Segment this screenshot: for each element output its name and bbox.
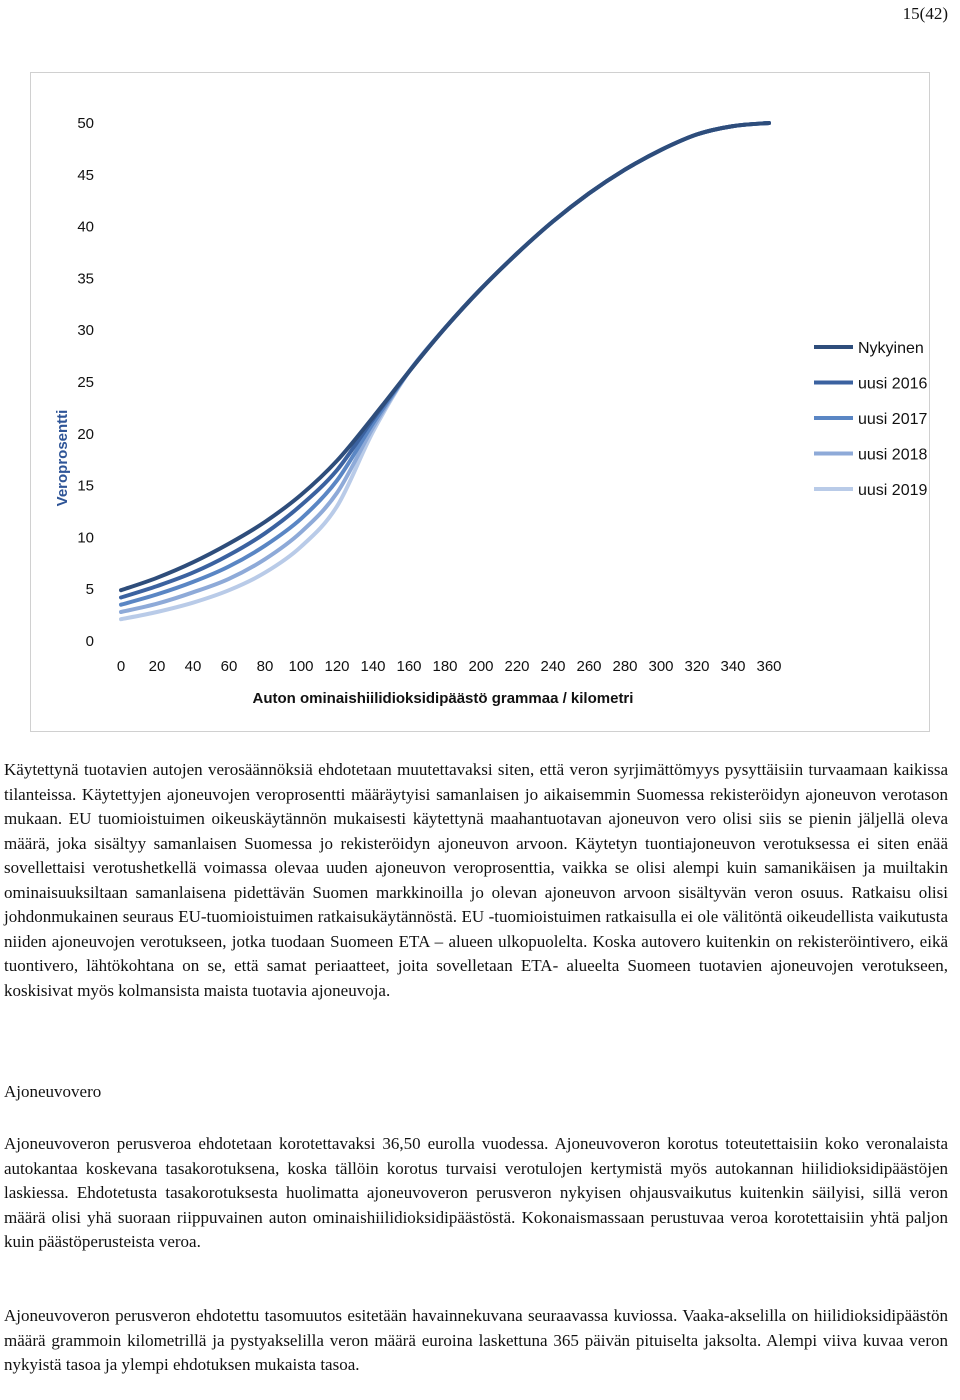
y-tick-labels	[77, 115, 94, 650]
paragraph-used-import-tax: Käytettynä tuotavien autojen verosäännöksiä ehdotetaan muutettavaksi siten, että veron syrjimättömyys pysyttäisiin turvaamaan kaikissa tilanteissa. Käytettyjen ajoneuvojen veroprosentti määräytyisi samanlaisen jo aikaisemmin Suomessa rekisteröidyn ajoneuvon verotason mukaan. EU tuomioistuimen oikeuskäytännön mukaisesti käytettynä maahantuotavan ajoneuvon vero olisi siis se pienin jäljellä oleva määrä, joka sisältyy samanlaisen Suomessa jo rekisteröidyn ajoneuvon arvoon. Käytetyn tuontiajoneuvon verotuksessa ei siten enää sovellettaisi verotushetkellä voimassa olevaa uuden ajoneuvon veroprosenttia, vaikka se olisi alempi kuin samanikäisen ja muiltakin ominaisuuksiltaan samanlaisena pidettävän Suomen markkinoilla jo olevan ajoneuvon arvoon sisältyvän veron osuus. Ratkaisu olisi johdonmukainen seuraus EU-tuomioistuimen ratkaisukäytännöstä. EU -tuomioistuimen ratkaisulla ei ole välitöntä oikeudellista vaikutusta niiden ajoneuvojen verotukseen, jotka tuodaan Suomeen ETA – alueen ulkopuolelta. Koska autovero kuitenkin on rekisteröintivero, eikä tuontivero, lähtökohtana on se, että samat periaatteet, joita sovelletaan ETA- alueelta Suomeen tuotavien ajoneuvojen verotukseen, koskisivat myös kolmansista maista tuotavia ajoneuvoja.	[4, 760, 948, 1000]
page-number: 15(42)	[902, 4, 948, 23]
y-tick-label: 35	[77, 270, 94, 288]
x-tick-label: 0	[116, 658, 126, 675]
series-line-4	[121, 123, 769, 619]
y-tick-label: 40	[77, 218, 94, 236]
x-tick-label: 240	[540, 658, 566, 675]
x-tick-label: 40	[184, 658, 202, 675]
x-tick-label: 100	[288, 658, 314, 675]
x-tick-label: 180	[432, 658, 458, 675]
series-line-2	[121, 123, 769, 605]
x-axis-label: Auton ominaishiilidioksidipäästö grammaa / kilometri	[252, 690, 634, 707]
paragraph-figure-description: Ajoneuvoveron perusveron ehdotettu tasomuutos esitetään havainnekuvana seuraavassa kuviossa. Vaaka-akselilla on hiilidioksidipäästön määrä grammoin kilometrillä ja pystyakselilla veron määrä euroina laskettuna 365 päivän pituiselta jaksolta. Alempi viiva kuvaa veron nykyistä tasoa ja ylempi ehdotuksen mukaista tasoa.	[4, 1306, 948, 1374]
chart-frame	[30, 72, 930, 732]
y-tick-label: 15	[77, 477, 94, 495]
x-tick-label: 260	[576, 658, 602, 675]
legend-label: uusi 2017	[858, 411, 928, 428]
paragraph-base-tax-increase: Ajoneuvoveron perusveroa ehdotetaan korotettavaksi 36,50 eurolla vuodessa. Ajoneuvoveron korotus toteutettaisiin koko veronalaista autokantaa koskevana tasakorotuksena, koska tällöin korotus turvaisi verotulojen kertymistä myös autokannan hiilidioksidipäästöjen laskiessa. Ehdotetusta tasakorotuksesta huolimatta ajoneuvoveron perusveron nykyisen ohjausvaikutus kuitenkin säilyisi, sillä veron määrä olisi yhä suoraan riippuvainen auton ominaishiilidioksidipäästöstä. Kokonaismassaan perustuvaa veroa korotettaisiin yhtä paljon kuin päästöperusteista veroa.	[4, 1134, 948, 1251]
y-tick-label: 45	[77, 166, 94, 184]
x-tick-labels	[117, 658, 782, 675]
series-line-1	[121, 123, 769, 598]
series-line-0	[121, 123, 769, 590]
x-tick-label: 300	[648, 658, 674, 675]
y-tick-label: 0	[85, 633, 94, 650]
legend-label: uusi 2016	[858, 375, 928, 393]
x-tick-label: 280	[612, 658, 638, 675]
legend	[814, 340, 927, 499]
x-tick-label: 320	[684, 658, 710, 675]
section-heading-vehicle-tax: Ajoneuvovero	[4, 1082, 102, 1101]
y-tick-label: 25	[77, 374, 94, 391]
legend-label: Nykyinen	[858, 340, 924, 357]
legend-label: uusi 2018	[858, 446, 928, 464]
x-tick-label: 120	[324, 658, 350, 675]
x-tick-label: 340	[720, 658, 746, 675]
tax-rate-chart	[31, 73, 931, 733]
x-tick-label: 220	[504, 658, 530, 675]
y-tick-label: 50	[77, 115, 94, 132]
x-tick-label: 60	[220, 658, 238, 675]
series-lines	[121, 123, 769, 619]
y-axis-label: Veroprosentti	[54, 409, 71, 507]
y-tick-label: 5	[85, 581, 94, 599]
y-tick-label: 20	[77, 425, 94, 443]
x-tick-label: 20	[148, 658, 166, 675]
x-tick-label: 200	[468, 658, 494, 675]
y-tick-label: 30	[77, 322, 94, 340]
legend-label: uusi 2019	[858, 482, 928, 499]
x-tick-label: 140	[360, 658, 386, 675]
series-line-3	[121, 123, 769, 612]
x-tick-label: 160	[396, 658, 422, 675]
x-tick-label: 80	[256, 658, 274, 675]
y-tick-label: 10	[77, 529, 94, 547]
x-tick-label: 360	[756, 658, 782, 675]
